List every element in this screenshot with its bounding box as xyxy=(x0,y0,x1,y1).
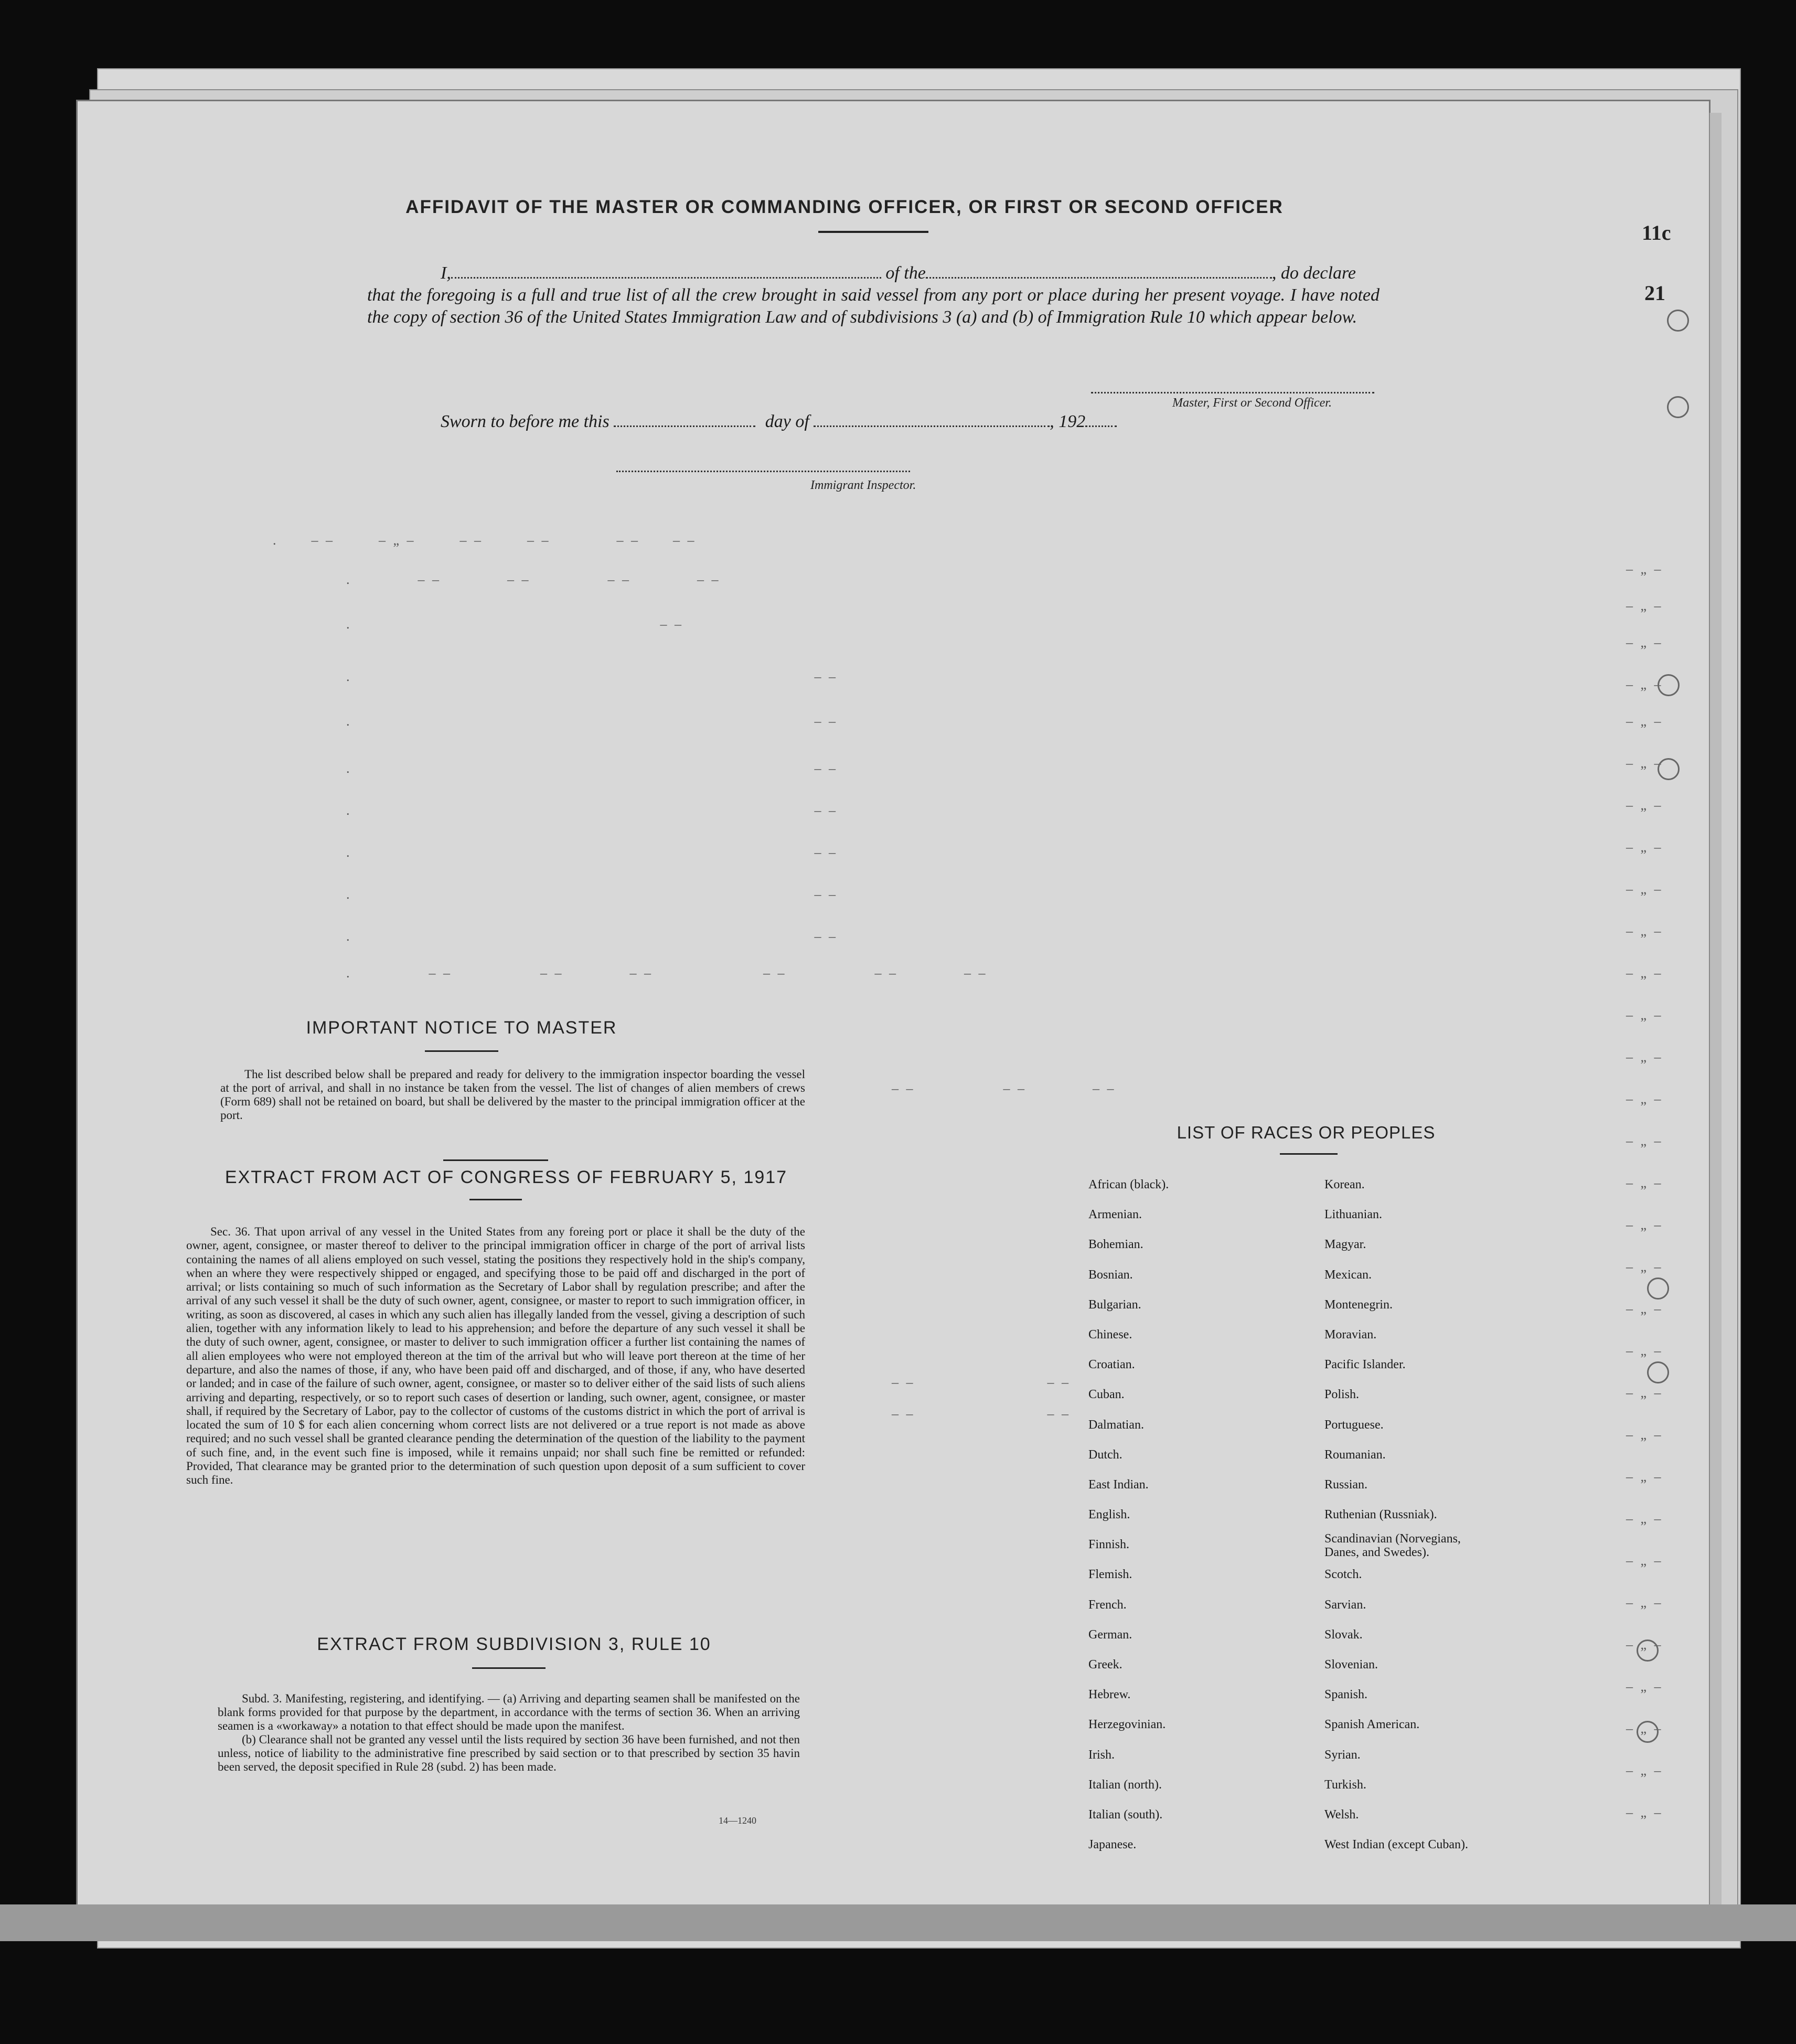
race-item: Bulgarian. xyxy=(1088,1297,1141,1312)
race-item: Sarvian. xyxy=(1324,1598,1366,1612)
notice-title: IMPORTANT NOTICE TO MASTER xyxy=(306,1018,617,1038)
race-item: Pacific Islander. xyxy=(1324,1358,1406,1372)
inspector-signature-label: Immigrant Inspector. xyxy=(810,478,916,492)
race-item: Bosnian. xyxy=(1088,1268,1133,1282)
act-top-rule xyxy=(443,1159,548,1161)
race-item: Mexican. xyxy=(1324,1268,1372,1282)
races-left-column xyxy=(1088,1170,1169,1860)
race-item: Croatian. xyxy=(1088,1358,1135,1372)
master-signature-label: Master, First or Second Officer. xyxy=(1172,396,1332,410)
race-item: Syrian. xyxy=(1324,1748,1361,1762)
race-item: Lithuanian. xyxy=(1324,1208,1382,1222)
race-item: Scotch. xyxy=(1324,1568,1362,1582)
inspector-signature-line[interactable] xyxy=(616,470,910,472)
rule-title-rule xyxy=(472,1667,546,1669)
sworn-line: Sworn to before me this day of , 192 xyxy=(441,412,1117,432)
margin-mark-top: 11c xyxy=(1642,221,1671,244)
affidavit-declaration: that the foregoing is a full and true list of all the crew brought in said vessel from any port or place during her present voyage. I have noted the copy of section 36 of the United States Immigration Law and of subdivisions 3 (a) and (b) of Immigration Rule 10 which appear below. xyxy=(367,285,1380,327)
affidavit-first-line: I, of the , do declare xyxy=(441,263,1356,283)
race-item: Korean. xyxy=(1324,1178,1365,1191)
rule-para-b: (b) Clearance shall not be granted any vessel until the lists required by section 36 have been furnished, and not then unless, notice of liability to the administrative fine prescribed by said section or to that prescribed by section 35 havin been served, the deposit specified in Rule 28 (subd. 2) has been made. xyxy=(218,1733,800,1773)
punch-hole-ring xyxy=(1637,1721,1659,1743)
race-item: Welsh. xyxy=(1324,1807,1359,1822)
races-title-rule xyxy=(1280,1153,1338,1155)
race-item: Armenian. xyxy=(1088,1208,1142,1222)
race-item: Herzegovinian. xyxy=(1088,1718,1166,1732)
race-item: English. xyxy=(1088,1508,1130,1522)
notice-text: The list described below shall be prepared and ready for delivery to the immigration inspector boarding the vessel at the port of arrival, and shall in no instance be taken from the vessel. The list of changes of alien members of crews (Form 689) shall not be retained on board, but shall be delivered by the master to the principal immigration officer at the port. xyxy=(220,1068,805,1122)
race-item: East Indian. xyxy=(1088,1477,1149,1492)
race-item: Hebrew. xyxy=(1088,1688,1131,1702)
races-right-column xyxy=(1324,1170,1498,1860)
race-item: Bohemian. xyxy=(1088,1238,1143,1252)
form-number: 14—1240 xyxy=(719,1815,756,1826)
race-item: Turkish. xyxy=(1324,1777,1366,1792)
race-item: Italian (north). xyxy=(1088,1777,1162,1792)
race-item: Irish. xyxy=(1088,1748,1115,1762)
punch-hole-ring xyxy=(1667,396,1689,418)
race-item: Spanish. xyxy=(1324,1688,1368,1702)
page-edge xyxy=(1709,113,1722,1912)
race-item: Spanish American. xyxy=(1324,1718,1420,1732)
act-title-rule xyxy=(469,1199,522,1200)
punch-hole-ring xyxy=(1658,758,1680,780)
race-item: Portuguese. xyxy=(1324,1418,1384,1432)
race-item: Dutch. xyxy=(1088,1447,1122,1462)
races-title: LIST OF RACES OR PEOPLES xyxy=(1177,1123,1436,1142)
punch-hole-ring xyxy=(1667,310,1689,332)
race-item: Roumanian. xyxy=(1324,1447,1386,1462)
rule-text xyxy=(218,1692,800,1774)
race-item: Greek. xyxy=(1088,1658,1122,1672)
race-item: Finnish. xyxy=(1088,1538,1130,1552)
master-signature-line[interactable] xyxy=(1091,391,1374,393)
race-item: Italian (south). xyxy=(1088,1807,1163,1822)
race-item: Cuban. xyxy=(1088,1388,1125,1402)
sworn-month-blank[interactable] xyxy=(814,424,1050,427)
race-item: Magyar. xyxy=(1324,1238,1366,1252)
race-item: African (black). xyxy=(1088,1178,1169,1191)
race-item: Montenegrin. xyxy=(1324,1297,1393,1312)
race-item: French. xyxy=(1088,1598,1127,1612)
punch-hole-ring xyxy=(1647,1361,1669,1383)
act-text: Sec. 36. That upon arrival of any vessel in the United States from any foreing port or place it shall be the duty of the owner, agent, consignee, or master thereof to deliver to the principal immigration officer in charge of the port of arrival lists containing the names of all aliens employed on such vessel, stating the positions they respectively hold in the ship's company, when an where they were respectively shipped or engaged, and specifying those to be paid off and discharged in the port of arrival; or lists containing so much of such information as the Secretary of Labor shall by regulation prescribe; and after the arrival of any such vessel it shall be the duty of such owner, agent, consignee, or master to report to such immigration officer, in writing, as soon as discovered, al cases in which any such alien has illegally landed from the vessel, giving a description of such alien, together with any information likely to lead to his apprehension; and before the departure of any such vessel it shall be the duty of such owner, agent, consignee, or master to deliver to such immigration officer a further list containing the names of all alien employees who were not employed thereon at the tim of the arrival but who will leave port thereon at the time of her departure, and also the names of those, if any, who have been paid off and discharged, and of those, if any, who have deserted or landed; and in case of the failure of such owner, agent, consignee, or master so to deliver either of the said lists of such aliens arriving and departing, respectively, or so to report such cases of desertion or landing, such owner, agent, consignee, or master shall, if required by the Secretary of Labor, pay to the collector of customs of the customs district in which the port of arrival is located the sum of 10 $ for each alien concerning whom correct lists are not delivered or a true report is not made as above required; and no such vessel shall be granted clearance pending the determination of the question of the liability to the payment of such fine, and, in the event such fine is imposed, while it remains unpaid; nor shall such fine be remitted or refunded: Provided, That clearance may be granted prior to the determination of such question upon deposit of a sum sufficient to cover such fine. xyxy=(186,1225,805,1487)
punch-hole-ring xyxy=(1637,1640,1659,1662)
race-item: Slovak. xyxy=(1324,1627,1363,1642)
affidavit-title-rule xyxy=(818,231,928,233)
notice-title-rule xyxy=(425,1050,498,1052)
race-item: Ruthenian (Russniak). xyxy=(1324,1508,1437,1522)
punch-hole-ring xyxy=(1647,1278,1669,1300)
race-item: Dalmatian. xyxy=(1088,1418,1144,1432)
margin-mark-second: 21 xyxy=(1644,281,1665,305)
race-item: West Indian (except Cuban). xyxy=(1324,1838,1468,1852)
race-item: Chinese. xyxy=(1088,1327,1132,1342)
race-item: Slovenian. xyxy=(1324,1658,1378,1672)
sworn-day-blank[interactable] xyxy=(614,424,755,427)
affidavit-title: AFFIDAVIT OF THE MASTER OR COMMANDING OFFICER, OR FIRST OR SECOND OFFICER xyxy=(405,197,1284,217)
race-item: Moravian. xyxy=(1324,1327,1377,1342)
rule-para-a: Subd. 3. Manifesting, registering, and identifying. — (a) Arriving and departing seamen shall be manifested on the blank forms provided for that purpose by the department, in accordance with the terms of section 36. When an arriving seamen is a «workaway» a notation to that effect should be made upon the manifest. xyxy=(218,1692,800,1732)
act-title: EXTRACT FROM ACT OF CONGRESS OF FEBRUARY 5, 1917 xyxy=(224,1167,788,1187)
scanner-bottom-strip xyxy=(0,1904,1796,1941)
name-blank[interactable] xyxy=(451,276,881,279)
rule-title: EXTRACT FROM SUBDIVISION 3, RULE 10 xyxy=(317,1634,711,1654)
vessel-blank[interactable] xyxy=(926,276,1272,279)
race-item: Japanese. xyxy=(1088,1838,1137,1852)
race-item: German. xyxy=(1088,1627,1132,1642)
punch-hole-ring xyxy=(1658,674,1680,696)
race-item: Russian. xyxy=(1324,1477,1368,1492)
race-item: Polish. xyxy=(1324,1388,1360,1402)
race-item: Scandinavian (Norvegians, Danes, and Swedes). xyxy=(1324,1532,1461,1560)
sworn-year-blank[interactable] xyxy=(1085,424,1117,427)
affidavit-body xyxy=(367,262,1380,328)
race-item: Flemish. xyxy=(1088,1568,1132,1582)
